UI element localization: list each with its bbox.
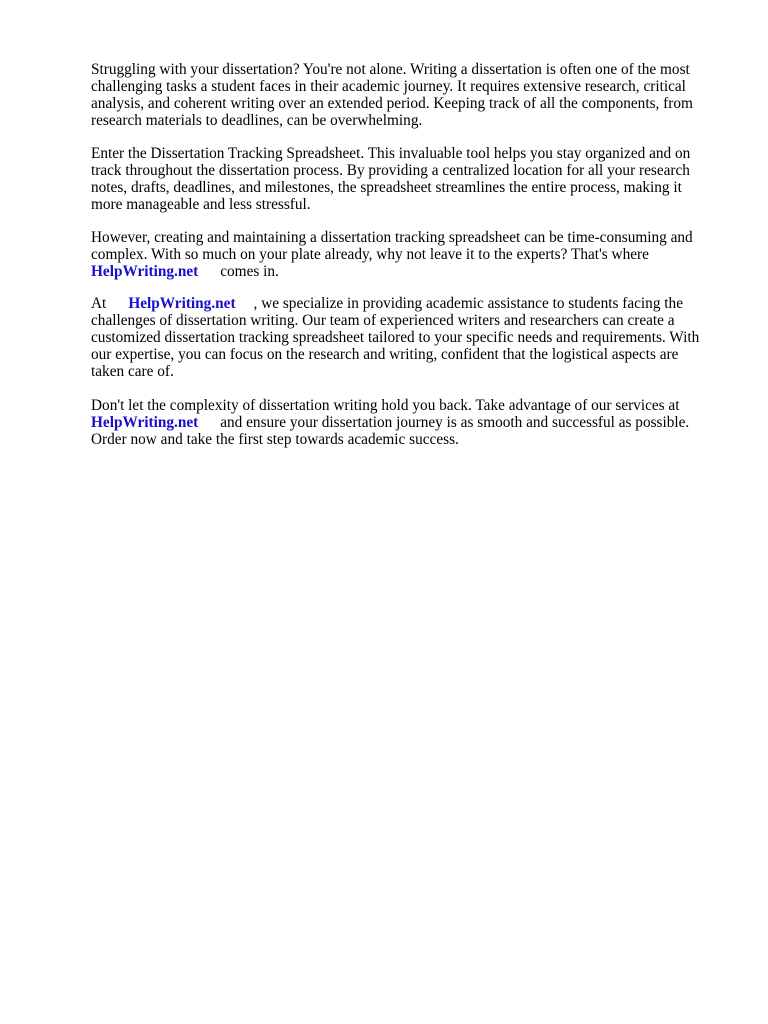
text-fragment: At xyxy=(91,295,107,312)
helpwriting-link[interactable]: HelpWriting.net xyxy=(128,295,236,312)
text-fragment: comes in. xyxy=(220,263,279,280)
text-line: our expertise, you can focus on the research and writing, confident that the logistical aspects are xyxy=(91,346,679,363)
helpwriting-link[interactable]: HelpWriting.net xyxy=(91,263,199,280)
text-line: Enter the Dissertation Tracking Spreadsheet. This invaluable tool helps you stay organized and on xyxy=(91,145,691,162)
text-line: challenges of dissertation writing. Our team of experienced writers and researchers can create a xyxy=(91,312,675,329)
text-line: analysis, and coherent writing over an extended period. Keeping track of all the components, from xyxy=(91,95,693,112)
text-fragment: , we specialize in providing academic assistance to students facing the xyxy=(253,295,683,312)
text-line xyxy=(91,414,689,431)
text-line xyxy=(91,295,683,312)
text-line: Order now and take the first step towards academic success. xyxy=(91,431,459,448)
text-fragment: and ensure your dissertation journey is as smooth and successful as possible. xyxy=(220,414,690,431)
text-line: more manageable and less stressful. xyxy=(91,196,311,213)
text-line: track throughout the dissertation process. By providing a centralized location for all your research xyxy=(91,162,690,179)
text-line: complex. With so much on your plate already, why not leave it to the experts? That's where xyxy=(91,246,649,263)
text-line: taken care of. xyxy=(91,363,174,380)
text-line: Struggling with your dissertation? You're not alone. Writing a dissertation is often one of the most xyxy=(91,61,690,78)
text-line: customized dissertation tracking spreadsheet tailored to your specific needs and requirements. With xyxy=(91,329,700,346)
text-line: However, creating and maintaining a dissertation tracking spreadsheet can be time-consuming and xyxy=(91,229,693,246)
text-line xyxy=(91,263,279,280)
text-line: challenging tasks a student faces in their academic journey. It requires extensive research, critical xyxy=(91,78,686,95)
text-line: notes, drafts, deadlines, and milestones, the spreadsheet streamlines the entire process, making it xyxy=(91,179,682,196)
text-line: research materials to deadlines, can be overwhelming. xyxy=(91,112,423,129)
helpwriting-link[interactable]: HelpWriting.net xyxy=(91,414,199,431)
text-line: Don't let the complexity of dissertation writing hold you back. Take advantage of our services at xyxy=(91,397,680,414)
